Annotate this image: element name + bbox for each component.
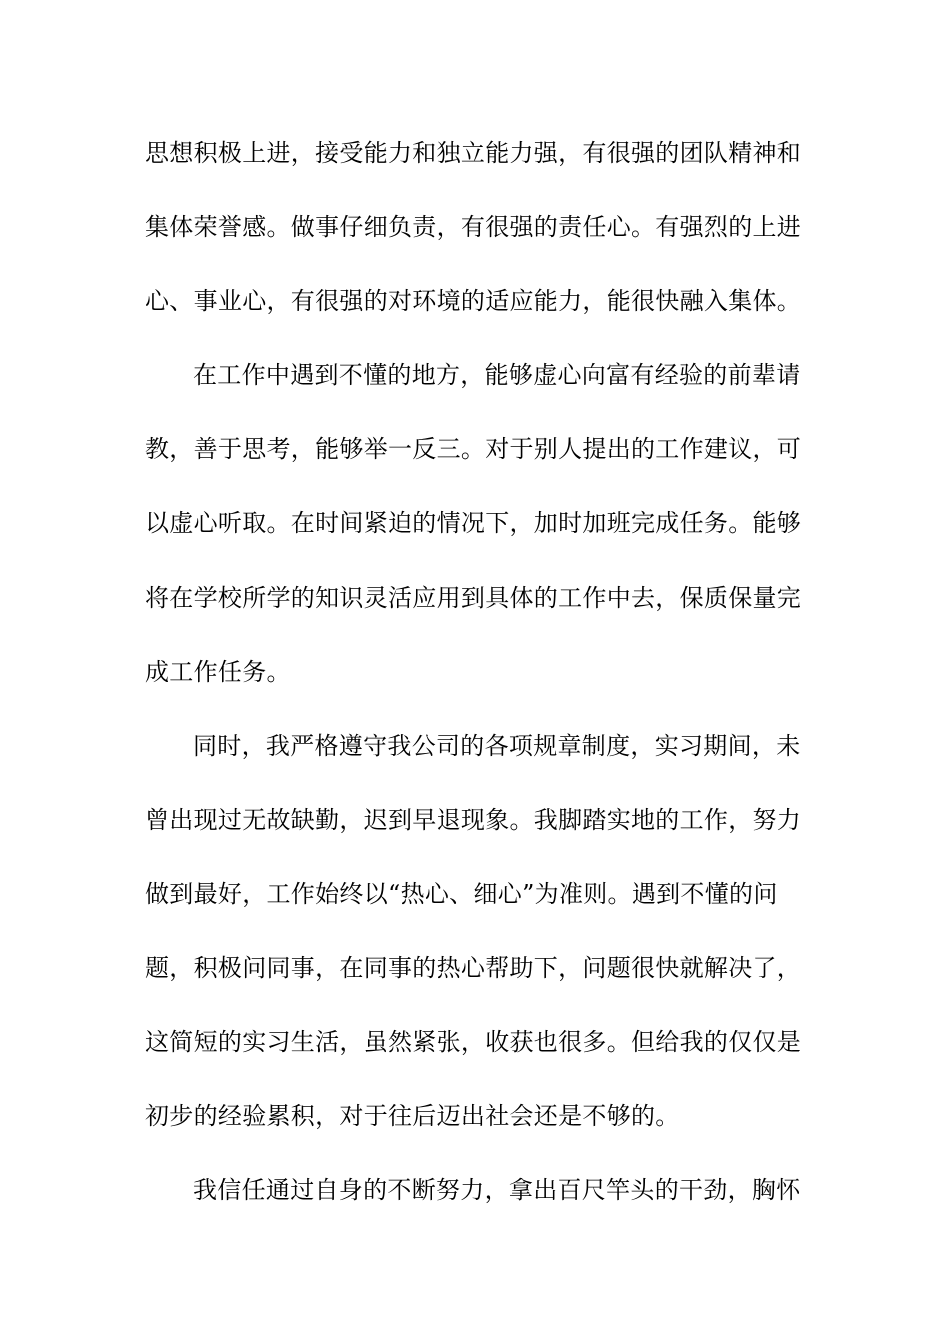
paragraph-first-line: 我信任通过自身的不断努力，拿出百尺竿头的干劲，胸怀 [193, 1176, 801, 1204]
text-line: 初步的经验累积，对于往后迈出社会还是不够的。 [145, 1102, 680, 1130]
text-line: 这简短的实习生活，虽然紧张，收获也很多。但给我的仅仅是 [145, 1028, 802, 1056]
text-line: 题，积极问同事，在同事的热心帮助下，问题很快就解决了， [145, 954, 802, 982]
paragraph-first-line: 在工作中遇到不懂的地方，能够虚心向富有经验的前辈请 [193, 361, 801, 389]
text-line: 成工作任务。 [145, 658, 291, 686]
text-line: 曾出现过无故缺勤，迟到早退现象。我脚踏实地的工作，努力 [145, 806, 802, 834]
paragraph-first-line: 同时，我严格遵守我公司的各项规章制度，实习期间，未 [193, 732, 801, 760]
text-line: 教，善于思考，能够举一反三。对于别人提出的工作建议，可 [145, 435, 802, 463]
text-line: 做到最好，工作始终以“热心、细心”为准则。遇到不懂的问 [145, 880, 778, 908]
text-line: 将在学校所学的知识灵活应用到具体的工作中去，保质保量完 [145, 584, 802, 612]
text-line: 心、事业心，有很强的对环境的适应能力，能很快融入集体。 [145, 287, 802, 315]
text-line: 集体荣誉感。做事仔细负责，有很强的责任心。有强烈的上进 [145, 213, 802, 241]
text-line: 以虚心听取。在时间紧迫的情况下，加时加班完成任务。能够 [145, 509, 802, 537]
text-line: 思想积极上进，接受能力和独立能力强，有很强的团队精神和 [145, 139, 802, 167]
